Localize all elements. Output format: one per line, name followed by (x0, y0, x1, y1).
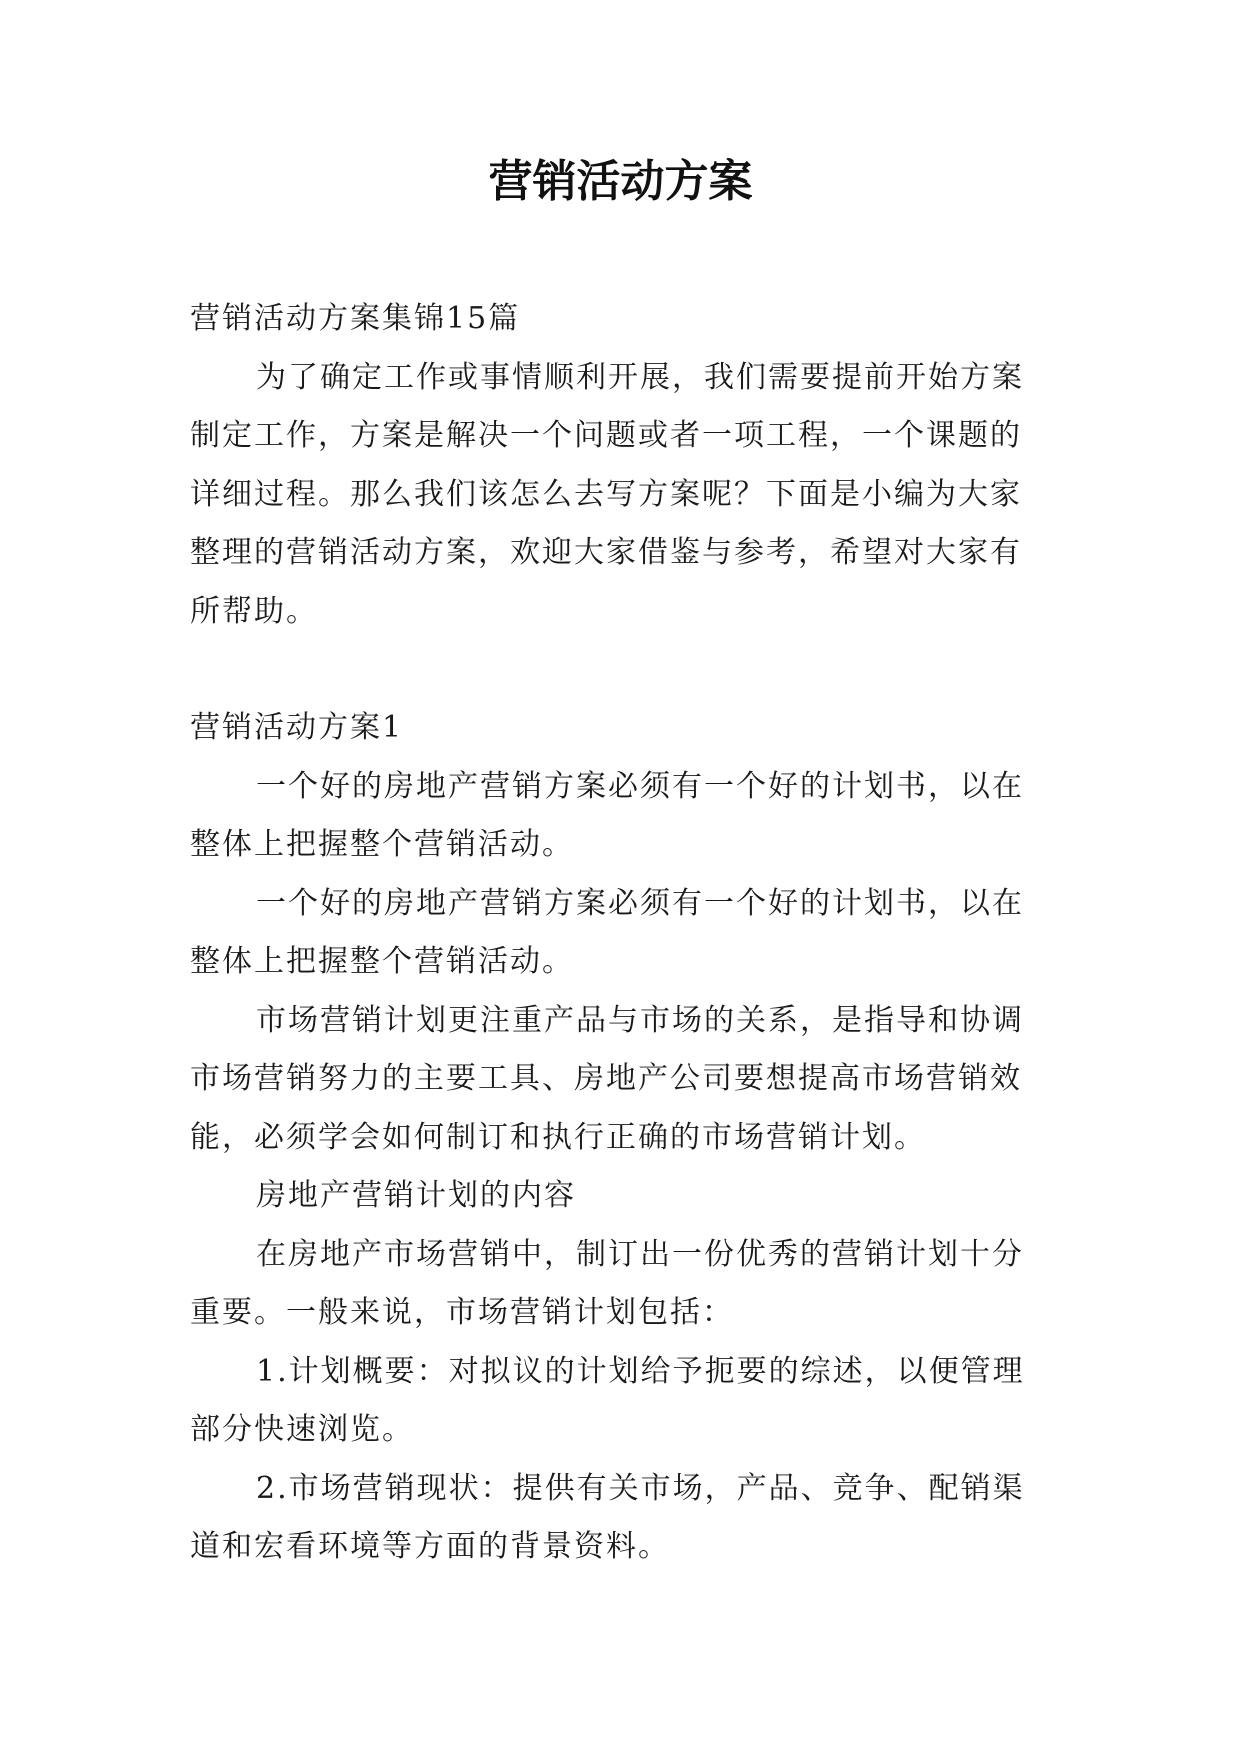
section-heading: 营销活动方案1 (190, 710, 404, 745)
body-paragraph: 2.市场营销现状：提供有关市场，产品、竞争、配销渠道和宏看环境等方面的背景资料。 (190, 1470, 1025, 1564)
intro-paragraph: 为了确定工作或事情顺利开展，我们需要提前开始方案制定工作，方案是解决一个问题或者一项工程，一个课题的详细过程。那么我们该怎么去写方案呢？下面是小编为大家整理的营销活动方案，欢迎大家借鉴与参考，希望对大家有所帮助。 (190, 359, 1024, 629)
body-paragraph: 房地产营销计划的内容 (256, 1178, 576, 1213)
document-body (190, 290, 1050, 1577)
document-title: 营销活动方案 (488, 156, 753, 207)
body-paragraph: 市场营销计划更注重产品与市场的关系，是指导和协调市场营销努力的主要工具、房地产公司要想提高市场营销效能，必须学会如何制订和执行正确的市场营销计划。 (190, 1002, 1024, 1155)
body-paragraph: 1.计划概要：对拟议的计划给予扼要的综述，以便管理部分快速浏览。 (190, 1353, 1025, 1447)
section-spacer (190, 641, 1050, 699)
body-paragraph: 在房地产市场营销中，制订出一份优秀的营销计划十分重要。一般来说，市场营销计划包括： (190, 1236, 1024, 1330)
body-paragraph: 一个好的房地产营销方案必须有一个好的计划书，以在整体上把握整个营销活动。 (190, 768, 1024, 862)
body-paragraph: 一个好的房地产营销方案必须有一个好的计划书，以在整体上把握整个营销活动。 (190, 885, 1024, 979)
collection-subtitle: 营销活动方案集锦15篇 (190, 301, 521, 336)
